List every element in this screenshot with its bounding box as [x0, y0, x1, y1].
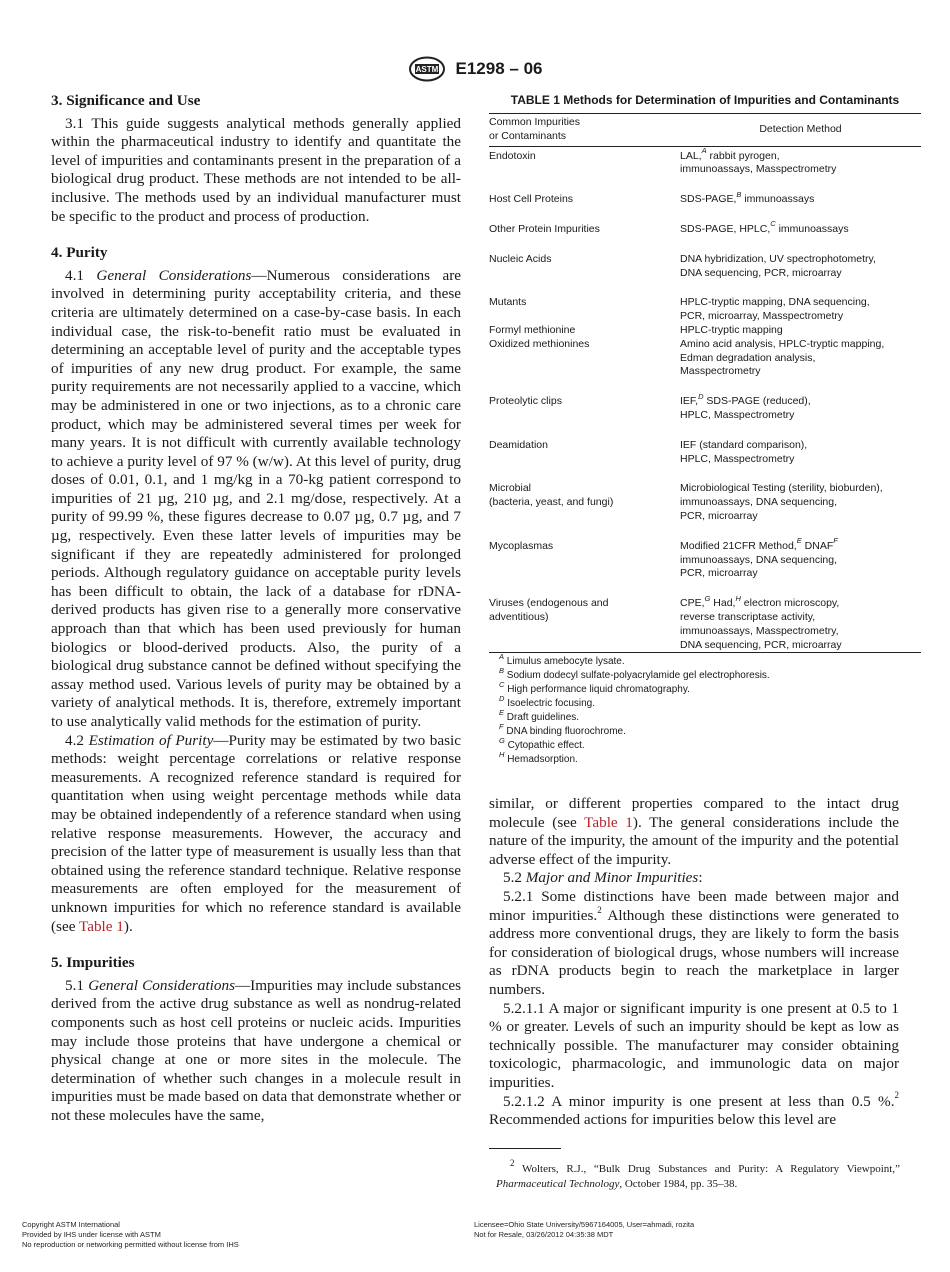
table-header-row: [489, 114, 921, 147]
impurity-cell: Microbial (bacteria, yeast, and fungi): [489, 482, 614, 509]
section-3-heading: 3. Significance and Use: [51, 92, 201, 109]
paragraph-5-1: 5.1 General Considerations—Impurities may include substances derived from the active drug substance as well as nondrug-related components such as host cell proteins or nucleic acids. Impurities may include those proteins that have undergone a chemical or physical change at one or more sites in the molecule. The determination of whether such changes in a molecule result in impurities must be made based on data that demonstrate whether or not these molecules have the same,: [51, 976, 462, 1124]
table-1-link[interactable]: Table 1: [78, 917, 124, 935]
impurity-cell: Nucleic Acids: [489, 252, 552, 265]
table-note: $^G$ Cytopathic effect.: [499, 735, 585, 752]
table-row: [489, 193, 921, 223]
table-note: $^E$ Draft guidelines.: [499, 707, 580, 724]
table-1-link[interactable]: Table 1: [584, 813, 633, 831]
detection-method-cell: HPLC-tryptic mapping, DNA sequencing, PCR, microarray, Masspectrometry: [680, 296, 870, 323]
col-header-impurities: Common Impurities or Contaminants: [489, 114, 680, 147]
impurity-cell: Endotoxin: [489, 149, 536, 162]
table-row: [489, 597, 921, 653]
impurity-cell: Proteolytic clips: [489, 395, 562, 408]
paragraph-3-1: 3.1 This guide suggests analytical methods generally applied within the pharmaceutical industry to identify and quantitate the level of impurities and contaminants present in the preparation of a biological drug product. These methods are not intended to be all-inclusive. The methods used by an individual manufacturer must be specific to the product and process of production.: [51, 114, 461, 225]
page-header: [0, 56, 950, 82]
detection-method-cell: IEF,$^D$ SDS-PAGE (reduced), HPLC, Masspectrometry: [680, 391, 811, 421]
impurity-cell: Mycoplasmas: [489, 539, 554, 552]
detection-method-cell: HPLC-tryptic mapping Amino acid analysis, HPLC-tryptic mapping, Edman degradation analysis, Masspectrometry: [680, 323, 885, 378]
table-1: [489, 93, 921, 767]
paragraph-5-2-1-2: 5.2.1.2 A minor impurity is one present at less than 0.5 %.$^2$ Recommended actions for impurities below this level are: [489, 1090, 899, 1129]
svg-text:ASTM: ASTM: [415, 65, 438, 74]
table-row: [489, 482, 921, 539]
table-row: [489, 223, 921, 253]
table-row: [489, 540, 921, 597]
detection-method-cell: IEF (standard comparison), HPLC, Masspectrometry: [680, 438, 808, 465]
left-column: [51, 92, 461, 1125]
footnote-divider: [489, 1148, 561, 1149]
detection-method-cell: Microbiological Testing (sterility, bioburden), immunoassays, DNA sequencing, PCR, microarray: [680, 482, 883, 522]
detection-method-cell: SDS-PAGE, HPLC,$^C$ immunoassays: [680, 219, 849, 235]
footer-license: Licensee=Ohio State University/5967164005, User=ahmadi, rozita Not for Resale, 03/26/2012 04:35:38 MDT: [474, 1220, 695, 1239]
table-note: $^C$ High performance liquid chromatography.: [499, 679, 690, 696]
table-notes: [489, 651, 921, 767]
detection-method-cell: LAL,$^A$ rabbit pyrogen, immunoassays, Masspectrometry: [680, 146, 837, 176]
section-4-heading: 4. Purity: [51, 244, 108, 262]
section-5-heading: 5. Impurities: [51, 954, 135, 972]
table-note: $^F$ DNA binding fluorochrome.: [499, 721, 626, 738]
table-row: [489, 253, 921, 297]
table-note: $^D$ Isoelectric focusing.: [499, 693, 596, 710]
paragraph-4-1: 4.1 General Considerations—Numerous considerations are involved in determining purity acceptability criteria, and these criteria are ultimately determined on a case-by-case basis. In each individual case, the risk-to-benefit ratio must be evaluated in determining an acceptable level of purity and the acceptable types of impurities of any new drug product. For example, the same purity requirements are not necessarily applied to a vaccine, which may be administered in one or two injections, as to a chronic care product, which may be administered several times per week for many years. It is not difficult with currently available technology to achieve a purity level of 97 % (w/w). At this level of purity, drug doses of 0.01, 0.1, and 1 mg/kg in a 70-kg patient correspond to impurities of 21 µg, 210 µg, and 2.1 mg/dose, respectively. At a purity of 99.99 %, these figures decrease to 0.07 µg, 0.7 µg, and 7 µg, respectively. Even these latter levels of impurities may be significant if they are repeatedly administered for prolonged periods. Although regulatory guidance on acceptable purity levels has been difficult to obtain, the lack of a database for rDNA-derived products has given rise to a generally more conservative approach than that which has been used previously for human biologics or blood-derived products. Also, the purity of a biological drug substance cannot be defined without specifying the assay method used. Various levels of purity may be obtained by a variety of analytical methods. It is, therefore, extremely important to use analytically valid methods for the estimation of purity.: [51, 266, 461, 730]
table-row: [489, 146, 921, 193]
document-id: E1298 – 06: [455, 59, 543, 78]
table-note: $^B$ Sodium dodecyl sulfate-polyacrylamide gel electrophoresis.: [499, 665, 770, 682]
paragraph-5-2-1-1: 5.2.1.1 A major or significant impurity is one present at 0.5 to 1 % or greater. Levels of such an impurity should be kept as low as technically possible. The manufacturer may consider obtaining toxicologic, pharmacologic, and immunologic data on major impurities.: [489, 999, 899, 1091]
paragraph-5-2-1: 5.2.1 Some distinctions have been made between major and minor impurities.$^2$ Although these distinctions were generated to address more conventional drugs, they are likely to form the basis for consideration of biological drugs, whose numbers will increase as rDNA products begin to reach the marketplace in larger numbers.: [489, 887, 899, 998]
detection-method-cell: SDS-PAGE,$^B$ immunoassays: [680, 189, 815, 206]
detection-method-cell: Modified 21CFR Method,$^E$ $DNAF^F$ immunoassays, DNA sequencing, PCR, microarray: [680, 536, 838, 580]
right-column: [489, 795, 899, 1130]
impurity-cell: Deamidation: [489, 438, 548, 451]
astm-logo-icon: [408, 56, 446, 82]
impurity-cell: Formyl methionine Oxidized methionines: [489, 323, 590, 350]
impurity-cell: Other Protein Impurities: [489, 222, 600, 235]
impurity-cell: Host Cell Proteins: [489, 193, 574, 206]
impurity-cell: Mutants: [489, 296, 527, 309]
footnote-2: $^2$ Wolters, R.J., “Bulk Drug Substances and Purity: A Regulatory Viewpoint,” Pharmaceutical Technology, October 1984, pp. 35–38.: [496, 1158, 900, 1190]
paragraph-5-2: 5.2 Major and Minor Impurities:: [503, 869, 703, 887]
table-note: $^H$ Hemadsorption.: [499, 749, 578, 766]
table-row: [489, 324, 921, 395]
col-header-detection: Detection Method: [680, 114, 921, 147]
impurities-table: [489, 113, 921, 653]
table-note: $^A$ Limulus amebocyte lysate.: [499, 651, 625, 668]
detection-method-cell: DNA hybridization, UV spectrophotometry, DNA sequencing, PCR, microarray: [680, 252, 876, 279]
table-row: [489, 296, 921, 324]
impurity-cell: Viruses (endogenous and adventitious): [489, 597, 680, 653]
detection-method-cell: CPE,$^G$ Had,$^H$ electron microscopy, reverse transcriptase activity, immunoassays, Masspectrometry, DNA sequencing, PCR, microarray: [680, 597, 921, 653]
table-row: [489, 395, 921, 439]
paragraph-4-2: 4.2 Estimation of Purity—Purity may be estimated by two basic methods: weight percentage correlations or relative response measurements. A recognized reference standard is required for quantitation when using weight percentage methods while data may be obtained independently of a reference standard when using relative response measurements. However, the accuracy and precision of the latter type of measurement is usually less than that obtained using the reference standard technique. Relative response measurements are often employed for the measurement of unknown impurities for which no reference standard is available (see Table 1).: [51, 731, 462, 935]
footer-copyright: Copyright ASTM International Provided by IHS under license with ASTM No reproduction or networking permitted without license from IHS: [22, 1220, 239, 1249]
paragraph-5-1-continued: similar, or different properties compared to the intact drug molecule (see Table 1). The general considerations include the nature of the impurity, the amount of the impurity and the potential adverse effect of the impurity.: [489, 795, 900, 868]
table-title: TABLE 1 Methods for Determination of Impurities and Contaminants: [510, 93, 900, 107]
table-row: [489, 439, 921, 483]
